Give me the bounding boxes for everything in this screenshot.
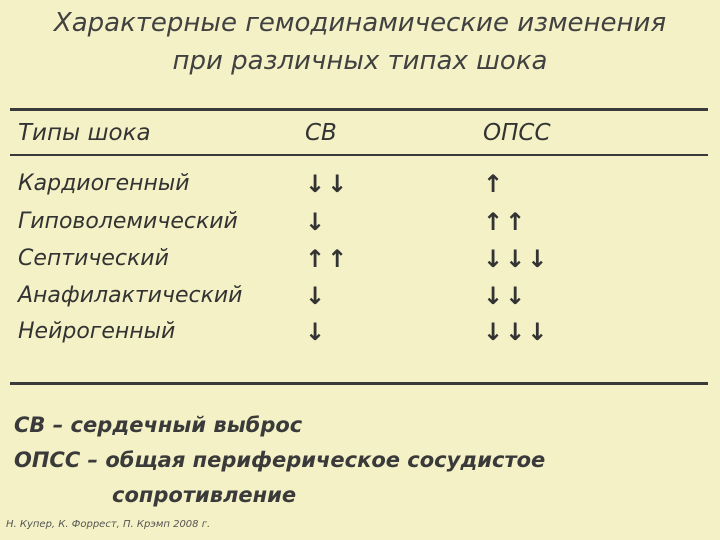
sv-arrows: ↑↑ bbox=[305, 245, 350, 273]
opss-arrows: ↑ bbox=[483, 170, 506, 198]
slide-title-line1: Характерные гемодинамические изменения bbox=[53, 8, 667, 38]
sv-arrows: ↓↓ bbox=[305, 170, 350, 198]
opss-arrows: ↓↓↓ bbox=[483, 318, 550, 346]
header-opss: ОПСС bbox=[483, 120, 551, 146]
table-header-rule bbox=[10, 154, 708, 156]
opss-arrows: ↓↓ bbox=[483, 282, 528, 310]
opss-arrows: ↓↓↓ bbox=[483, 245, 550, 273]
source-citation: Н. Купер, К. Форрест, П. Крэмп 2008 г. bbox=[6, 519, 211, 530]
sv-arrows: ↓ bbox=[305, 282, 328, 310]
note-opss: ОПСС – общая периферическое сосудистое bbox=[14, 448, 546, 472]
header-sv: СВ bbox=[305, 120, 337, 146]
note-sv: СВ – сердечный выброс bbox=[14, 413, 303, 437]
table-bottom-rule bbox=[10, 382, 708, 385]
slide-title-line2: при различных типах шока bbox=[172, 46, 548, 76]
sv-arrows: ↓ bbox=[305, 318, 328, 346]
header-shock-type: Типы шока bbox=[18, 120, 151, 146]
slide-title bbox=[0, 4, 720, 80]
shock-type-cell: Нейрогенный bbox=[18, 319, 176, 344]
opss-arrows: ↑↑ bbox=[483, 208, 528, 236]
table-top-rule bbox=[10, 108, 708, 111]
shock-type-cell: Гиповолемический bbox=[18, 209, 238, 234]
shock-type-cell: Анафилактический bbox=[18, 283, 243, 308]
shock-type-cell: Септический bbox=[18, 246, 169, 271]
note-opss-continuation: сопротивление bbox=[112, 483, 297, 507]
abbreviation-notes bbox=[14, 408, 545, 513]
shock-type-cell: Кардиогенный bbox=[18, 171, 190, 196]
sv-arrows: ↓ bbox=[305, 208, 328, 236]
